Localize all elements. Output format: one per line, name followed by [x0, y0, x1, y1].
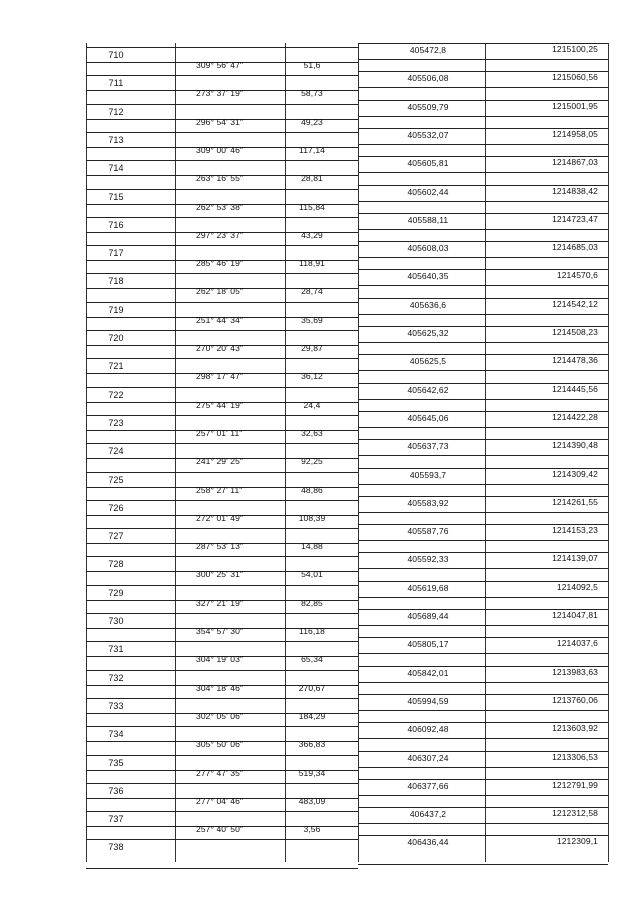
direction-angle: 272° 01' 49"	[196, 512, 244, 523]
direction-angle: 251° 44' 34"	[196, 314, 244, 325]
coordinate-x: 405592,33	[407, 554, 449, 565]
direction-angle: 297° 23' 37"	[196, 229, 244, 240]
direction-angle: 277° 04' 46"	[196, 795, 244, 806]
table-row-line	[86, 189, 358, 190]
table-row-line	[86, 472, 358, 473]
direction-angle: 300° 25' 31"	[196, 569, 244, 580]
direction-angle: 241° 29' 25"	[196, 456, 244, 467]
segment-length: 270,67	[298, 682, 326, 693]
coordinate-y: 1214478,36	[552, 355, 598, 366]
table-row-line	[86, 755, 358, 756]
point-number: 713	[108, 134, 124, 145]
coordinate-y: 1214570,6	[556, 270, 598, 281]
table-top-line	[86, 47, 358, 48]
coordinate-x: 405642,62	[407, 384, 449, 395]
segment-length: 32,63	[301, 427, 323, 438]
point-number: 711	[108, 78, 124, 89]
direction-angle: 309° 56' 47"	[196, 60, 244, 70]
segment-row-line	[358, 87, 608, 88]
coordinate-x: 405640,35	[407, 271, 449, 282]
point-number: 723	[108, 417, 124, 428]
segment-length: 28,81	[301, 173, 323, 184]
segment-row-line	[358, 399, 608, 400]
segment-row-line	[358, 257, 608, 258]
segment-length: 108,39	[298, 512, 326, 523]
direction-angle: 263° 16' 55"	[196, 173, 244, 184]
coordinate-y: 1212791,99	[552, 779, 598, 790]
table-row-line	[86, 783, 358, 784]
segment-row-line	[358, 116, 608, 117]
table-row-line	[86, 839, 358, 840]
point-number: 730	[108, 616, 124, 626]
point-number: 735	[108, 757, 124, 768]
coordinate-y: 1214047,81	[552, 610, 598, 620]
point-number: 727	[108, 531, 124, 542]
segment-row-line	[358, 455, 608, 456]
table-row-line	[86, 556, 358, 557]
table-row-line	[86, 245, 358, 246]
coordinate-x: 405625,32	[407, 328, 449, 338]
table-row-line	[86, 387, 358, 388]
coordinate-y: 1215060,56	[552, 72, 598, 83]
coordinate-y: 1214139,07	[552, 553, 598, 564]
point-number: 718	[108, 276, 124, 287]
segment-row-line	[358, 653, 608, 654]
segment-length: 49,23	[301, 116, 323, 127]
point-number: 736	[108, 785, 124, 796]
coordinate-x: 406092,48	[407, 724, 449, 735]
point-number: 729	[108, 587, 124, 598]
point-number: 717	[108, 248, 124, 259]
table-row-line	[86, 415, 358, 416]
segment-row-line	[358, 314, 608, 315]
point-number: 738	[108, 842, 124, 853]
segment-row-line	[358, 512, 608, 513]
segment-row-line	[358, 568, 608, 569]
coordinate-x: 405506,08	[407, 73, 449, 84]
coordinate-x: 405637,73	[407, 441, 449, 452]
table-row-line	[86, 358, 358, 359]
segment-length: 14,88	[301, 541, 323, 552]
coordinate-y: 1213306,53	[552, 751, 598, 762]
direction-angle: 262° 18' 05"	[196, 286, 244, 297]
table-row-line	[86, 528, 358, 529]
segment-length: 116,18	[299, 626, 325, 636]
direction-angle: 285° 46' 19"	[196, 258, 244, 269]
point-number: 732	[108, 672, 124, 683]
coordinate-y: 1212309,1	[556, 836, 598, 847]
table-row-line	[358, 864, 608, 865]
segment-row-line	[358, 427, 608, 428]
direction-angle: 302° 05' 06"	[196, 710, 244, 721]
coordinate-y: 1214309,42	[552, 468, 598, 479]
coordinate-y: 1214723,47	[552, 213, 598, 224]
coordinate-y: 1214508,23	[552, 327, 598, 337]
coordinate-x: 405593,7	[409, 469, 447, 480]
point-number: 719	[108, 304, 124, 315]
segment-length: 65,34	[301, 654, 323, 665]
point-number: 714	[108, 163, 124, 174]
segment-row-line	[358, 738, 608, 739]
segment-length: 117,14	[299, 144, 325, 155]
table-row-line	[86, 160, 358, 161]
coordinate-x: 405842,01	[407, 667, 449, 678]
direction-angle: 304° 18' 46"	[196, 682, 244, 693]
coordinate-x: 406377,66	[407, 780, 449, 791]
segment-length: 51,6	[303, 60, 321, 70]
table-row-line	[86, 217, 358, 218]
segment-length: 115,84	[299, 201, 325, 212]
segment-length: 519,34	[298, 767, 326, 778]
coordinate-y: 1215100,25	[552, 44, 598, 54]
coordinate-x: 405532,07	[407, 129, 449, 140]
coordinate-x: 405588,11	[407, 214, 449, 225]
segment-length: 184,29	[298, 710, 326, 721]
table-row-line	[86, 868, 358, 869]
segment-row-line	[358, 59, 608, 60]
point-number: 712	[108, 106, 124, 117]
coordinate-y: 1214422,28	[552, 411, 598, 422]
segment-length: 58,73	[301, 88, 323, 99]
coordinate-y: 1214838,42	[552, 185, 598, 196]
segment-row-line	[358, 370, 608, 371]
point-number: 716	[108, 219, 124, 230]
coordinate-y: 1213603,92	[552, 723, 598, 734]
direction-angle: 327° 21' 19"	[196, 597, 244, 608]
table-row-line	[86, 726, 358, 727]
coordinate-y: 1214037,6	[556, 638, 598, 649]
coordinate-x: 405605,81	[407, 158, 449, 169]
segment-row-line	[358, 540, 608, 541]
direction-angle: 257° 01' 11"	[196, 427, 243, 438]
segment-row-line	[358, 767, 608, 768]
point-number: 710	[108, 50, 124, 60]
direction-angle: 287° 53' 13"	[196, 541, 244, 552]
segment-row-line	[358, 172, 608, 173]
direction-angle: 258° 27' 11"	[196, 484, 243, 495]
coordinate-y: 1214445,56	[552, 383, 598, 394]
direction-angle: 304° 19' 03"	[196, 654, 244, 665]
direction-angle: 273° 37' 19"	[196, 88, 244, 99]
table-column-line	[608, 43, 609, 862]
point-number: 734	[108, 729, 124, 740]
table-row-line	[86, 330, 358, 331]
direction-angle: 309° 00' 46"	[196, 144, 244, 155]
coordinate-x: 405645,06	[407, 412, 449, 423]
segment-row-line	[358, 597, 608, 598]
segment-length: 36,12	[301, 371, 323, 382]
table-row-line	[86, 613, 358, 614]
coordinate-x: 405994,59	[407, 695, 449, 706]
direction-angle: 298° 17' 47"	[196, 371, 244, 382]
point-number: 731	[108, 644, 124, 655]
table-row-line	[86, 698, 358, 699]
segment-length: 92,25	[301, 456, 323, 467]
segment-row-line	[358, 285, 608, 286]
table-row-line	[86, 443, 358, 444]
segment-length: 28,74	[301, 286, 323, 297]
point-number: 726	[108, 502, 124, 513]
coordinate-y: 1214390,48	[552, 440, 598, 451]
coordinate-x: 405583,92	[407, 497, 449, 508]
coordinate-y: 1214261,55	[552, 496, 598, 507]
coordinate-y: 1214092,5	[556, 581, 598, 592]
segment-length: 48,86	[301, 484, 323, 495]
coordinate-y: 1213983,63	[552, 666, 598, 677]
direction-angle: 257° 40' 50"	[196, 824, 244, 835]
segment-length: 483,09	[298, 795, 326, 806]
table-row-line	[86, 302, 358, 303]
coordinate-y: 1214867,03	[552, 157, 598, 168]
segment-row-line	[358, 795, 608, 796]
table-row-line	[86, 641, 358, 642]
table-row-line	[86, 585, 358, 586]
segment-length: 43,29	[301, 229, 323, 240]
table-row-line	[86, 670, 358, 671]
segment-length: 35,69	[301, 314, 323, 325]
direction-angle: 277° 47' 35"	[196, 767, 244, 778]
coordinate-x: 405619,68	[407, 582, 449, 593]
direction-angle: 305° 50' 06"	[196, 739, 244, 750]
segment-row-line	[358, 342, 608, 343]
coordinate-y: 1215001,95	[552, 100, 598, 111]
coordinate-x: 405636,6	[409, 299, 447, 310]
coordinate-y: 1213760,06	[552, 694, 598, 705]
segment-row-line	[358, 144, 608, 145]
coordinate-y: 1214153,23	[552, 525, 598, 536]
segment-row-line	[358, 625, 608, 626]
segment-row-line	[358, 823, 608, 824]
point-number: 733	[108, 700, 124, 711]
coordinate-y: 1212312,58	[552, 808, 598, 819]
table-row-line	[86, 104, 358, 105]
segment-row-line	[358, 710, 608, 711]
direction-angle: 354° 57' 30"	[196, 626, 244, 636]
coordinate-x: 405509,79	[407, 101, 449, 112]
segment-row-line	[358, 229, 608, 230]
segment-length: 29,87	[301, 343, 323, 353]
segment-row-line	[358, 484, 608, 485]
segment-length: 118,91	[299, 258, 325, 269]
coordinate-y: 1214958,05	[552, 128, 598, 139]
table-row-line	[86, 811, 358, 812]
direction-angle: 262° 53' 38"	[196, 201, 244, 212]
table-column-line	[175, 43, 176, 862]
segment-row-line	[358, 682, 608, 683]
direction-angle: 296° 54' 31"	[196, 116, 244, 127]
point-number: 722	[108, 389, 124, 400]
point-number: 721	[108, 361, 124, 372]
direction-angle: 275° 44' 19"	[196, 399, 244, 410]
coordinate-x: 406307,24	[407, 752, 449, 763]
segment-length: 3,56	[303, 824, 321, 835]
coordinate-x: 405608,03	[407, 243, 449, 254]
segment-length: 24,4	[303, 399, 321, 410]
table-row-line	[86, 273, 358, 274]
coordinate-x: 405602,44	[407, 186, 449, 197]
segment-length: 54,01	[301, 569, 323, 580]
coordinate-x: 405805,17	[407, 639, 449, 650]
point-number: 715	[108, 191, 124, 202]
coordinate-x: 406436,44	[407, 837, 449, 848]
direction-angle: 270° 20' 43"	[196, 343, 244, 353]
point-number: 737	[108, 814, 124, 825]
point-number: 724	[108, 446, 124, 457]
point-number: 720	[108, 333, 124, 343]
coordinate-x: 405625,5	[409, 356, 447, 367]
coordinate-x: 405689,44	[407, 611, 449, 621]
table-row-line	[86, 75, 358, 76]
table-row-line	[86, 132, 358, 133]
point-number: 728	[108, 559, 124, 570]
coordinate-x: 405472,8	[409, 45, 447, 55]
segment-length: 366,83	[298, 739, 326, 750]
segment-length: 82,85	[301, 597, 323, 608]
coordinate-x: 405587,76	[407, 526, 449, 537]
coordinate-y: 1214542,12	[552, 298, 598, 309]
segment-row-line	[358, 201, 608, 202]
coordinate-y: 1214685,03	[552, 242, 598, 253]
coordinate-x: 406437,2	[409, 809, 447, 820]
point-number: 725	[108, 474, 124, 485]
table-row-line	[86, 500, 358, 501]
